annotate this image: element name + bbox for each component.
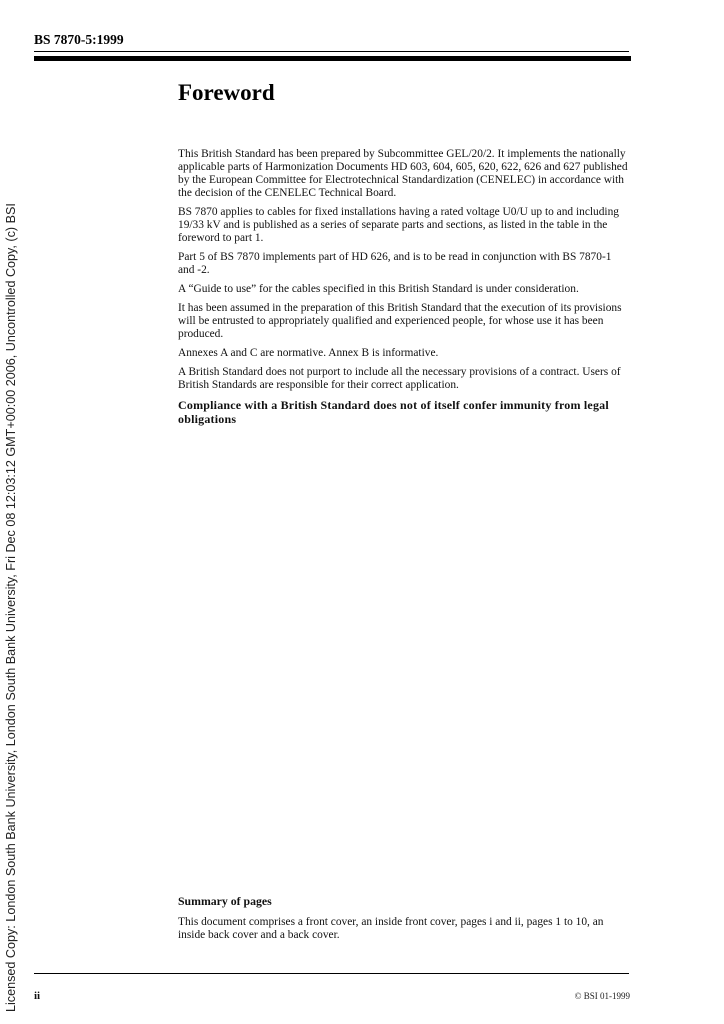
paragraph-part5: Part 5 of BS 7870 implements part of HD 626, and is to be read in conjunction with BS 7870-1 and -2. <box>178 251 612 276</box>
page-title: Foreword <box>178 80 275 105</box>
paragraph-scope: BS 7870 applies to cables for fixed installations having a rated voltage U0/U up to and including 19/33 kV and is published as a series of separate parts and sections, as listed in the table in the foreword to part 1. <box>178 206 619 244</box>
header-rule-thin <box>34 51 629 52</box>
footer-rule <box>34 973 629 974</box>
license-watermark-text: Licensed Copy: London South Bank University, London South Bank University, Fri Dec 08 12:03:12 GMT+00:00 2006, Uncontrolled Copy, (c) BSI <box>4 203 18 1012</box>
summary-heading: Summary of pages <box>178 894 272 908</box>
compliance-note: Compliance with a British Standard does not of itself confer immunity from legal obligations <box>178 398 609 426</box>
paragraph-annexes: Annexes A and C are normative. Annex B is informative. <box>178 347 439 359</box>
summary-text: This document comprises a front cover, an inside front cover, pages i and ii, pages 1 to 10, an inside back cover and a back cover. <box>178 916 604 941</box>
document-reference: BS 7870-5:1999 <box>34 32 124 47</box>
copyright-notice: © BSI 01-1999 <box>574 991 630 1001</box>
foreword-body <box>178 148 630 432</box>
header-rule-thick <box>34 56 631 61</box>
page-number: ii <box>34 990 41 1002</box>
paragraph-assumption: It has been assumed in the preparation of this British Standard that the execution of its provisions will be entrusted to appropriately qualified and experienced people, for whose use it has been produced. <box>178 302 622 340</box>
paragraph-provisions: A British Standard does not purport to include all the necessary provisions of a contract. Users of British Standards are responsible for their correct application. <box>178 366 621 391</box>
license-watermark <box>2 40 24 1012</box>
paragraph-guide: A “Guide to use” for the cables specified in this British Standard is under consideration. <box>178 283 579 295</box>
paragraph-subcommittee: This British Standard has been prepared by Subcommittee GEL/20/2. It implements the nationally applicable parts of Harmonization Documents HD 603, 604, 605, 620, 622, 626 and 627 published by the European Committee for Electrotechnical Standardization (CENELEC) in accordance with the decision of the CENELEC Technical Board. <box>178 148 628 199</box>
summary-of-pages <box>178 895 630 942</box>
